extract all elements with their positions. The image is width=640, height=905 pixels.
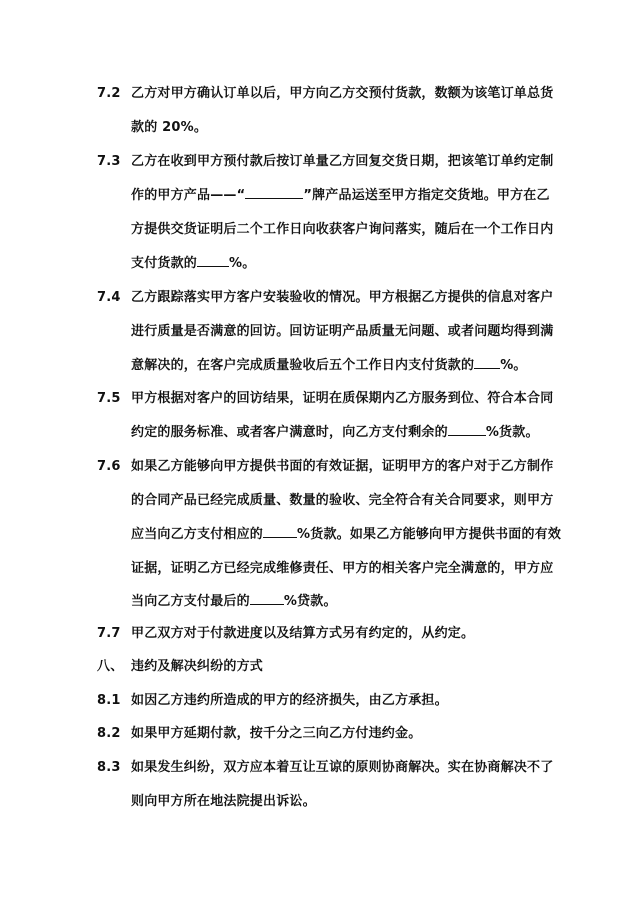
- brand-blank[interactable]: [245, 186, 303, 199]
- percent-blank[interactable]: [250, 592, 284, 605]
- clause-text: 如因乙方违约所造成的甲方的经济损失，由乙方承担。: [131, 693, 448, 708]
- clause-text: 乙方跟踪落实甲方客户安装验收的情况。甲方根据乙方提供的信息对客户: [131, 290, 554, 305]
- clause-text: 应当向乙方支付相应的: [131, 527, 264, 542]
- clause-7-3-line-2: [131, 186, 550, 206]
- clause-text: 约定的服务标准、或者客户满意时，向乙方支付剩余的: [131, 425, 448, 440]
- clause-number: 8.3: [97, 760, 121, 775]
- clause-text: %货款。: [485, 425, 539, 440]
- clause-7-4-line-2: 进行质量是否满意的回访。回访证明产品质量无问题、或者问题均得到满: [131, 324, 554, 339]
- clause-text: 意解决的，在客户完成质量验收后五个工作日内支付货款的: [131, 358, 475, 373]
- clause-number: 7.2: [97, 86, 121, 101]
- section-title: 违约及解决纠纷的方式: [131, 659, 264, 674]
- clause-7-4-line-1: [97, 288, 553, 308]
- section-8-heading: [97, 657, 263, 677]
- clause-7-7: [97, 624, 474, 644]
- clause-number: 7.7: [97, 626, 121, 641]
- percent-blank[interactable]: [197, 254, 229, 267]
- clause-text: 如果发生纠纷，双方应本着互让互谅的原则协商解决。实在协商解决不了: [131, 760, 554, 775]
- clause-text: %货款。如果乙方能够向甲方提供书面的有效: [297, 527, 562, 542]
- clause-text: %。: [500, 358, 527, 373]
- clause-7-3-line-4: [131, 254, 255, 274]
- clause-7-2-line-2: 款的 20%。: [131, 120, 208, 135]
- clause-text: ”牌产品运送至甲方指定交货地。甲方在乙: [303, 188, 550, 203]
- clause-7-6-line-2: 的合同产品已经完成质量、数量的验收、完全符合有关合同要求，则甲方: [131, 493, 554, 508]
- percent-blank[interactable]: [448, 423, 486, 436]
- clause-text: 甲乙双方对于付款进度以及结算方式另有约定的，从约定。: [131, 626, 475, 641]
- clause-7-4-line-3: [131, 356, 527, 376]
- clause-7-6-line-1: [97, 457, 553, 477]
- clause-7-6-line-5: [131, 592, 337, 612]
- clause-8-3-line-2: 则向甲方所在地法院提出诉讼。: [131, 794, 316, 809]
- percent-blank[interactable]: [263, 525, 297, 538]
- clause-number: 8.2: [97, 726, 121, 741]
- clause-7-5-line-2: [131, 423, 539, 443]
- clause-8-1: [97, 691, 448, 711]
- clause-text: 如果甲方延期付款，按千分之三向乙方付违约金。: [131, 726, 422, 741]
- clause-text: 甲方根据对客户的回访结果，证明在质保期内乙方服务到位、符合本合同: [131, 391, 554, 406]
- clause-text: 乙方对甲方确认订单以后，甲方向乙方交预付货款，数额为该笔订单总货: [131, 86, 554, 101]
- clause-number: 8.1: [97, 693, 121, 708]
- clause-7-3-line-1: [97, 152, 553, 172]
- clause-number: 7.6: [97, 459, 121, 474]
- section-number: 八、: [97, 659, 124, 674]
- clause-7-3-line-3: 方提供交货证明后二个工作日向收获客户询问落实，随后在一个工作日内: [131, 222, 554, 237]
- clause-7-6-line-4: 证据，证明乙方已经完成维修责任、甲方的相关客户完全满意的，甲方应: [131, 561, 554, 576]
- clause-text: %。: [229, 256, 256, 271]
- clause-number: 7.4: [97, 290, 121, 305]
- clause-text: 如果乙方能够向甲方提供书面的有效证据，证明甲方的客户对于乙方制作: [131, 459, 554, 474]
- clause-text: 当向乙方支付最后的: [131, 594, 250, 609]
- clause-text: 支付货款的: [131, 256, 198, 271]
- clause-text: 作的甲方产品——“: [131, 188, 246, 203]
- percent-blank[interactable]: [474, 356, 500, 369]
- clause-8-2: [97, 724, 421, 744]
- clause-number: 7.3: [97, 154, 121, 169]
- clause-text: %贷款。: [283, 594, 337, 609]
- clause-7-2-line-1: [97, 84, 553, 104]
- clause-7-5-line-1: [97, 389, 553, 409]
- clause-text: 乙方在收到甲方预付款后按订单量乙方回复交货日期，把该笔订单约定制: [131, 154, 554, 169]
- clause-8-3-line-1: [97, 758, 553, 778]
- clause-number: 7.5: [97, 391, 121, 406]
- clause-7-6-line-3: [131, 525, 561, 545]
